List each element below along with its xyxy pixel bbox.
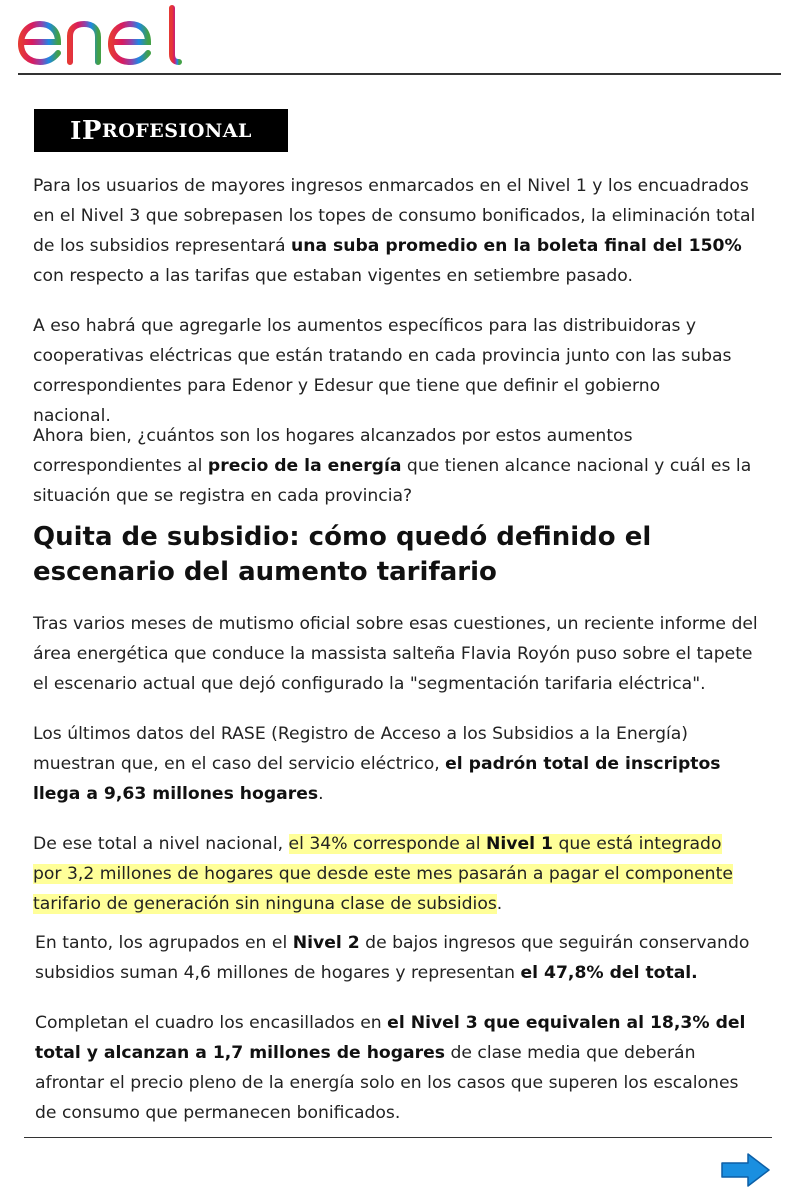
- badge-big: P: [81, 115, 102, 146]
- header-divider: [18, 73, 781, 75]
- paragraph-2: A eso habrá que agregarle los aumentos específicos para las distribuidoras y cooperativas eléctricas que están tratando en cada provincia junto con las subas correspondientes para Edenor y Edesur que tiene que definir el gobierno nacional.: [33, 316, 732, 426]
- paragraph-7: En tanto, los agrupados en el Nivel 2 de bajos ingresos que seguirán conservando subsidios suman 4,6 millones de hogares y representan el 47,8% del total.: [35, 933, 750, 983]
- next-page-button[interactable]: [718, 1151, 772, 1189]
- enel-logo: [16, 4, 184, 68]
- paragraph-4: Tras varios meses de mutismo oficial sobre esas cuestiones, un reciente informe del área energética que conduce la massista salteña Flavia Royón puso sobre el tapete el escenario actual que dejó configurado la "segmentación tarifaria eléctrica".: [33, 614, 758, 694]
- paragraph-8: Completan el cuadro los encasillados en el Nivel 3 que equivalen al 18,3% del total y alcanzan a 1,7 millones de hogares de clase media que deberán afrontar el precio pleno de la energía solo en los casos que superen los escalones de consumo que permanecen bonificados.: [35, 1013, 746, 1123]
- footer-divider: [24, 1137, 772, 1138]
- paragraph-1: Para los usuarios de mayores ingresos enmarcados en el Nivel 1 y los encuadrados en el Nivel 3 que sobrepasen los topes de consumo bonificados, la eliminación total de los subsidios representará una suba promedio en la boleta final del 150% con respecto a las tarifas que estaban vigentes en setiembre pasado.: [33, 176, 756, 286]
- badge-first: I: [70, 116, 82, 145]
- paragraph-5: Los últimos datos del RASE (Registro de Acceso a los Subsidios a la Energía) muestran que, en el caso del servicio eléctrico, el padrón total de inscriptos llega a 9,63 millones hogares.: [33, 724, 721, 804]
- paragraph-6: De ese total a nivel nacional, el 34% corresponde al Nivel 1 que está integrado por 3,2 millones de hogares que desde este mes pasarán a pagar el componente tarifario de generación sin ninguna clase de subsidios.: [33, 834, 733, 914]
- paragraph-3: Ahora bien, ¿cuántos son los hogares alcanzados por estos aumentos correspondientes al precio de la energía que tienen alcance nacional y cuál es la situación que se registra en cada provincia?: [33, 426, 752, 506]
- badge-rest: ROFESIONAL: [101, 119, 252, 142]
- iprofesional-logo: [34, 109, 288, 152]
- section-heading: Quita de subsidio: cómo quedó definido el escenario del aumento tarifario: [33, 522, 652, 587]
- arrow-right-icon: [718, 1151, 772, 1189]
- highlight: el 34% corresponde al Nivel 1 que está integrado por 3,2 millones de hogares que desde este mes pasarán a pagar el componente tarifario de generación sin ninguna clase de subsidios: [33, 834, 733, 914]
